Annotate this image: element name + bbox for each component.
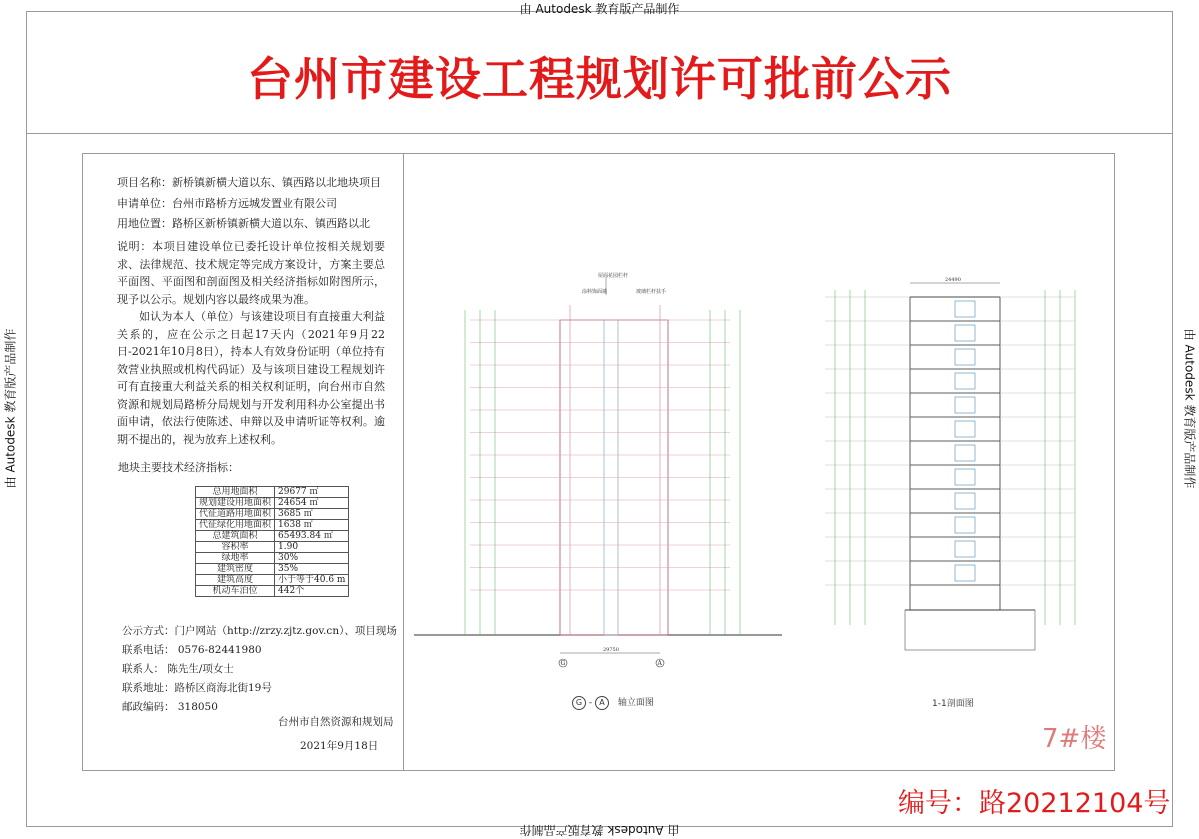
indicator-value: 30% <box>275 553 349 564</box>
watermark-left: 由 Autodesk 教育版产品制作 <box>3 328 18 489</box>
indicator-row <box>196 520 349 531</box>
panel-divider <box>403 153 404 771</box>
section-window <box>955 565 975 581</box>
project-name: 项目名称：新桥镇新横大道以东、镇西路以北地块项目 <box>117 176 381 189</box>
indicator-label: 规划建设用地面积 <box>196 498 275 509</box>
section-window <box>955 469 975 485</box>
indicators-title: 地块主要技术经济指标： <box>118 461 239 474</box>
indicator-row <box>196 542 349 553</box>
indicator-row <box>196 575 349 586</box>
indicator-value: 29677 ㎡ <box>275 487 349 498</box>
notice-text <box>117 238 385 448</box>
watermark-right: 由 Autodesk 教育版产品制作 <box>1182 328 1197 489</box>
page-title: 台州市建设工程规划许可批前公示 <box>247 52 952 106</box>
indicator-row <box>196 531 349 542</box>
notice-paragraph-1: 说明：本项目建设单位已委托设计单位按相关规划要求、法律规范、技术规定等完成方案设计，方案主要总平面图、平面图和剖面图及相关经济指标如附图所示，现予以公示。规划内容以最终成果为准。 <box>117 240 385 306</box>
indicator-label: 代征绿化用地面积 <box>196 520 275 531</box>
indicator-value: 1.90 <box>275 542 349 553</box>
indicator-label: 总用地面积 <box>196 487 275 498</box>
indicator-row <box>196 509 349 520</box>
indicator-row <box>196 586 349 597</box>
elevation-top-note: 屋面花园栏杆 <box>598 273 629 279</box>
indicator-label: 建筑密度 <box>196 564 275 575</box>
indicator-value: 小于等于40.6 m <box>275 575 349 586</box>
indicator-value: 1638 ㎡ <box>275 520 349 531</box>
section-window <box>955 493 975 509</box>
section-window <box>955 301 975 317</box>
project-info <box>117 174 397 236</box>
basement-outline <box>905 610 1035 650</box>
section-window <box>955 445 975 461</box>
building-number: 7#楼 <box>1042 724 1107 754</box>
signature-org: 台州市自然资源和规划局 <box>278 716 394 728</box>
notice-paragraph-2: 如认为本人（单位）与该建设项目有直接重大利益关系的，应在公示之日起17天内（2021年9月22日-2021年10月8日），持本人有效身份证明（单位持有效营业执照或机构代码证）及与该项目建设工程规划许可有直接重大利益关系的相关权利证明，向台州市自然资源和规划局路桥分局规划与开发利用科办公室提出书面申请，依法行使陈述、申辩以及申请听证等权利。逾期不提出的，视为放弃上述权利。 <box>117 310 385 446</box>
indicator-row <box>196 564 349 575</box>
indicator-label: 建筑高度 <box>196 575 275 586</box>
elevation-axis-dimension: 29750 <box>603 647 619 653</box>
indicator-row <box>196 487 349 498</box>
indicator-row <box>196 553 349 564</box>
indicator-label: 容积率 <box>196 542 275 553</box>
signature-date: 2021年9月18日 <box>300 740 379 752</box>
indicator-value: 24654 ㎡ <box>275 498 349 509</box>
section-top-dimension: 24490 <box>945 277 961 283</box>
contact-person: 联系人： 陈先生/项女士 <box>122 663 234 675</box>
indicator-value: 65493.84 ㎡ <box>275 531 349 542</box>
contact-phone: 联系电话： 0576-82441980 <box>122 644 262 656</box>
section-window <box>955 517 975 533</box>
contact-block <box>122 622 397 717</box>
section-window <box>955 373 975 389</box>
elevation-right-note: 玻璃栏杆扶手 <box>636 289 667 295</box>
project-location: 用地位置：路桥区新桥镇新横大道以东、镇西路以北 <box>117 217 370 230</box>
elevation-title: G - A 轴立面图 <box>572 695 654 710</box>
contact-method: 公示方式：门户网站（http://zrzy.zjtz.gov.cn）、项目现场 <box>122 625 397 637</box>
axis-bubble-a-label: A <box>657 660 662 667</box>
section-window <box>955 397 975 413</box>
elevation-drawing <box>410 265 790 675</box>
indicator-label: 总建筑面积 <box>196 531 275 542</box>
indicator-label: 代征道路用地面积 <box>196 509 275 520</box>
watermark-bottom: 由 Autodesk 教育版产品制作 <box>519 823 680 837</box>
section-drawing <box>805 265 1095 675</box>
axis-bubble-g-label: G <box>560 660 566 667</box>
contact-address: 联系地址：路桥区商海北街19号 <box>122 682 272 694</box>
watermark-top: 由 Autodesk 教育版产品制作 <box>519 2 680 16</box>
contact-postcode: 邮政编码： 318050 <box>122 701 218 713</box>
section-window <box>955 325 975 341</box>
indicator-value: 442个 <box>275 586 349 597</box>
indicator-value: 3685 ㎡ <box>275 509 349 520</box>
applicant: 申请单位：台州市路桥方远城发置业有限公司 <box>117 196 337 210</box>
indicator-value: 35% <box>275 564 349 575</box>
indicators-table <box>195 486 349 597</box>
section-window <box>955 421 975 437</box>
header-divider <box>26 133 1173 134</box>
elevation-left-note: 涂料饰面墙 <box>582 289 608 295</box>
permit-serial-number: 编号：路20212104号 <box>898 788 1171 819</box>
indicator-label: 绿地率 <box>196 553 275 564</box>
section-window <box>955 541 975 557</box>
indicator-row <box>196 498 349 509</box>
section-window <box>955 349 975 365</box>
section-title: 1-1剖面图 <box>932 699 974 709</box>
indicator-label: 机动车泊位 <box>196 586 275 597</box>
